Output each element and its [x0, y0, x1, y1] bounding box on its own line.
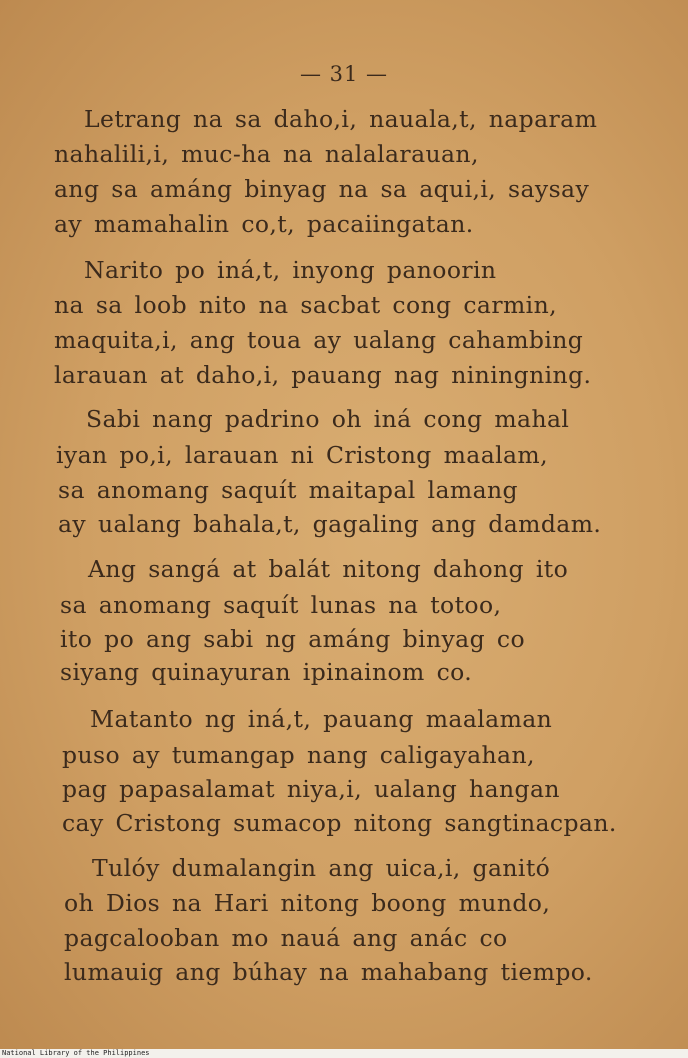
verse-line: pag papasalamat niya,i, ualang hangan [62, 775, 560, 803]
verse-line: sa anomang saquít lunas na totoo, [60, 591, 502, 619]
verse-line: maquita,i, ang toua ay ualang cahambing [54, 326, 584, 354]
verse-line: iyan po,i, larauan ni Cristong maalam, [56, 441, 548, 469]
verse-line: ang sa amáng binyag na sa aqui,i, saysay [54, 175, 590, 203]
verse-line: nahalili,i, muc-ha na nalalarauan, [54, 140, 479, 168]
verse-line: ay mamahalin co,t, pacaiingatan. [54, 210, 474, 238]
verse-line: Ang sangá at balát nitong dahong ito [88, 555, 569, 583]
verse-line: larauan at daho,i, pauang nag niningning. [54, 361, 592, 389]
verse-line: Narito po iná,t, inyong panoorin [84, 256, 497, 284]
verse-line: sa anomang saquít maitapal lamang [58, 476, 518, 504]
verse-line: cay Cristong sumacop nitong sangtinacpan. [62, 809, 617, 837]
verse-line: ay ualang bahala,t, gagaling ang damdam. [58, 510, 602, 538]
verse-line: oh Dios na Hari nitong boong mundo, [64, 889, 551, 917]
verse-line: na sa loob nito na sacbat cong carmin, [54, 291, 557, 319]
verse-line: lumauig ang búhay na mahabang tiempo. [64, 958, 593, 986]
verse-line: Matanto ng iná,t, pauang maalaman [90, 705, 553, 733]
verse-line: Sabi nang padrino oh iná cong mahal [86, 405, 570, 433]
verse-line: Letrang na sa daho,i, nauala,t, naparam [84, 105, 598, 133]
verse-line: Tulóy dumalangin ang uica,i, ganitó [92, 854, 551, 882]
verse-line: pagcalooban mo nauá ang anác co [64, 924, 508, 952]
verse-line: ito po ang sabi ng amáng binyag co [60, 625, 526, 653]
page-number: — 31 — [299, 62, 389, 86]
library-footer: National Library of the Philippines [0, 1049, 688, 1058]
verse-line: siyang quinayuran ipinainom co. [60, 658, 473, 686]
verse-line: puso ay tumangap nang caligayahan, [62, 741, 535, 769]
